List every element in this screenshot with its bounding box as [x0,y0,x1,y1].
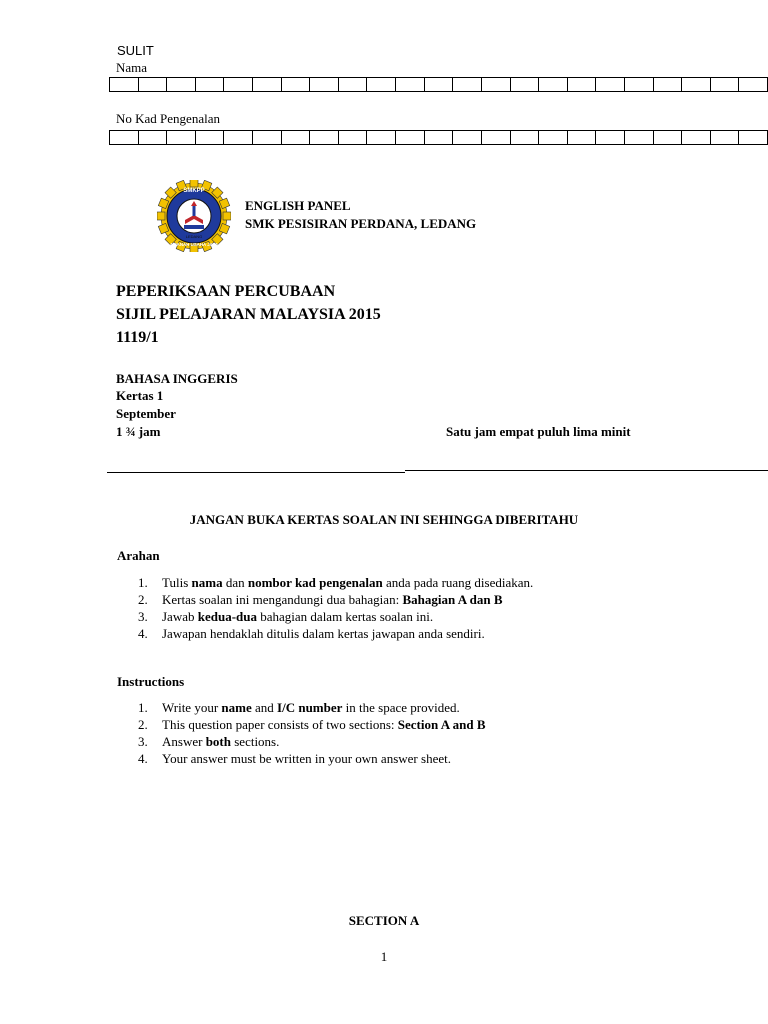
month: September [116,406,176,421]
list-item: 2. Kertas soalan ini mengandungi dua bahagian: Bahagian A dan B [138,592,503,607]
instructions-heading: Instructions [117,674,185,689]
ic-label: No Kad Pengenalan [116,111,220,126]
char-box[interactable] [196,131,225,144]
char-box[interactable] [654,131,683,144]
school-name: SMK PESISIRAN PERDANA, LEDANG [245,216,477,231]
section-heading: SECTION A [348,913,420,928]
subject: BAHASA INGGERIS [116,371,238,386]
char-box[interactable] [310,78,339,91]
char-box[interactable] [682,131,711,144]
sulit-label: SULIT [117,43,154,58]
char-box[interactable] [196,78,225,91]
exam-code: 1119/1 [116,329,159,346]
char-box[interactable] [511,78,540,91]
char-box[interactable] [539,131,568,144]
char-box[interactable] [425,131,454,144]
char-box[interactable] [625,78,654,91]
char-box[interactable] [711,131,740,144]
nama-label: Nama [116,60,148,75]
char-box[interactable] [739,78,768,91]
char-box[interactable] [568,131,597,144]
panel-name: ENGLISH PANEL [245,198,351,213]
duration: 1 ¾ jam [116,424,161,439]
nama-boxes[interactable] [109,77,768,92]
arahan-heading: Arahan [117,548,160,563]
char-box[interactable] [282,131,311,144]
char-box[interactable] [568,78,597,91]
instructions-list [117,699,486,767]
duration-words: Satu jam empat puluh lima minit [446,424,631,439]
char-box[interactable] [396,131,425,144]
page-number: 1 [380,949,388,964]
char-box[interactable] [253,131,282,144]
svg-text:AMANAH USAHA JAYA: AMANAH USAHA JAYA [169,242,219,247]
list-item: 4. Your answer must be written in your own answer sheet. [138,751,451,766]
char-box[interactable] [711,78,740,91]
list-item: 3. Answer both sections. [138,734,280,749]
char-box[interactable] [511,131,540,144]
divider-right [405,470,768,471]
char-box[interactable] [139,131,168,144]
svg-text:LEDANG: LEDANG [185,234,203,239]
char-box[interactable] [224,131,253,144]
divider-left [107,472,405,473]
char-box[interactable] [139,78,168,91]
school-logo-icon [157,180,231,252]
char-box[interactable] [253,78,282,91]
ic-boxes[interactable] [109,130,768,145]
list-item: 2. This question paper consists of two sections: Section A and B [138,717,486,732]
char-box[interactable] [539,78,568,91]
list-item: 3. Jawab kedua-dua bahagian dalam kertas soalan ini. [138,609,434,624]
char-box[interactable] [282,78,311,91]
exam-title-1: PEPERIKSAAN PERCUBAAN [116,283,336,300]
char-box[interactable] [739,131,768,144]
char-box[interactable] [367,131,396,144]
list-item: 1. Tulis nama dan nombor kad pengenalan anda pada ruang disediakan. [138,575,534,590]
char-box[interactable] [224,78,253,91]
char-box[interactable] [596,78,625,91]
char-box[interactable] [682,78,711,91]
char-box[interactable] [367,78,396,91]
char-box[interactable] [396,78,425,91]
list-item: 4. Jawapan hendaklah ditulis dalam kertas jawapan anda sendiri. [138,626,485,641]
char-box[interactable] [596,131,625,144]
char-box[interactable] [625,131,654,144]
char-box[interactable] [482,78,511,91]
list-item: 1. Write your name and I/C number in the space provided. [138,700,460,715]
char-box[interactable] [339,131,368,144]
char-box[interactable] [425,78,454,91]
char-box[interactable] [167,78,196,91]
char-box[interactable] [167,131,196,144]
arahan-list [117,574,533,642]
exam-title-2: SIJIL PELAJARAN MALAYSIA 2015 [116,306,381,323]
char-box[interactable] [310,131,339,144]
char-box[interactable] [339,78,368,91]
warning-text: JANGAN BUKA KERTAS SOALAN INI SEHINGGA DIBERITAHU [189,512,579,527]
char-box[interactable] [110,78,139,91]
char-box[interactable] [110,131,139,144]
char-box[interactable] [453,131,482,144]
char-box[interactable] [453,78,482,91]
char-box[interactable] [482,131,511,144]
paper: Kertas 1 [116,388,164,403]
char-box[interactable] [654,78,683,91]
svg-text:SMKPP: SMKPP [183,188,205,194]
